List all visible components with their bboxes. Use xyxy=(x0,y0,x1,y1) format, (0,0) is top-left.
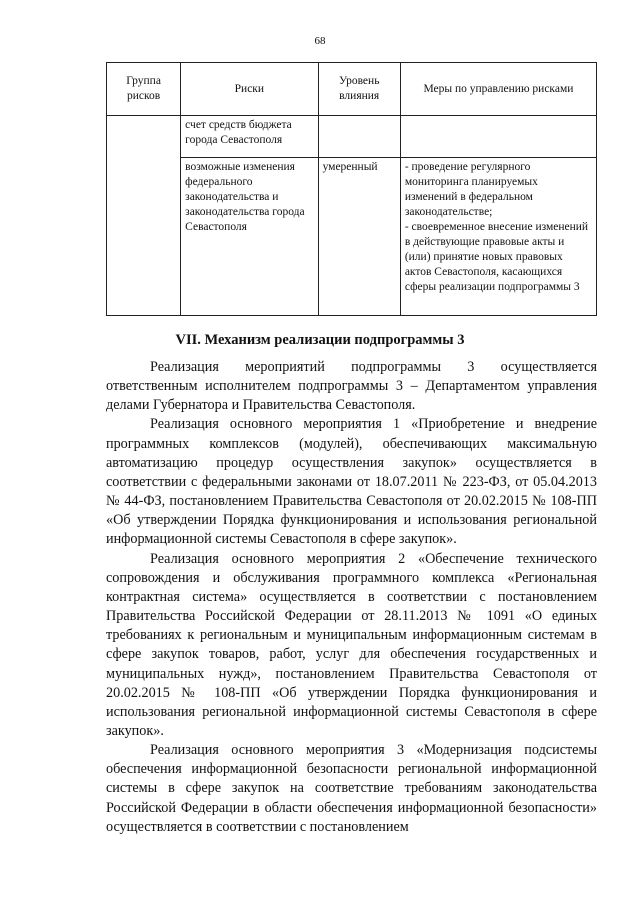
header-risk-group: Группа рисков xyxy=(107,63,181,116)
header-risks: Риски xyxy=(181,63,318,116)
table-row xyxy=(107,116,597,158)
paragraph: Реализация мероприятий подпрограммы 3 осуществляется ответственным исполнителем подпрограммы 3 – Департаментом управления делами Губернатора и Правительства Севастополя. xyxy=(106,359,597,414)
section-title: VII. Механизм реализации подпрограммы 3 xyxy=(175,332,465,348)
risk-table xyxy=(106,62,597,316)
paragraph: Реализация основного мероприятия 3 «Модернизация подсистемы обеспечения информационной безопасности региональной информационной системы в сфере закупок на соответствие требованиям законодательства Российской Федерации в области обеспечения информационной безопасности» осуществляется в соответствии с постановлением xyxy=(106,742,597,835)
header-risk-measures: Меры по управлению рисками xyxy=(400,63,596,116)
cell-risk: возможные изменения федерального законодательства и законодательства города Севастополя xyxy=(181,158,318,316)
cell-measures xyxy=(400,116,596,158)
paragraph: Реализация основного мероприятия 2 «Обеспечение технического сопровождения и обслуживания программного комплекса «Региональная контрактная система» осуществляется в соответствии с постановлением Правительства Российской Федерации от 28.11.2013 № 1091 «О единых требованиях к региональным и муниципальным информационным системам в сфере закупок товаров, работ, услуг для обеспечения государственных и муниципальных нужд», постановлением Правительства Севастополя от 20.02.2015 № 108-ПП «Об утверждении Порядка функционирования и использования региональной информационной системы Севастополя в сфере закупок». xyxy=(106,550,597,739)
table-row xyxy=(107,158,597,316)
cell-level: умеренный xyxy=(318,158,400,316)
table-header-row xyxy=(107,63,597,116)
cell-measures: - проведение регулярного мониторинга планируемых изменений в федеральном законодательстве; - своевременное внесение изменений в действующие правовые акты и (или) принятие новых правовых актов Севастополя, касающихся сферы реализации подпрограммы 3 xyxy=(400,158,596,316)
cell-level xyxy=(318,116,400,158)
page-number: 68 xyxy=(314,35,326,47)
cell-risk: счет средств бюджета города Севастополя xyxy=(181,116,318,158)
cell-risk-group xyxy=(107,116,181,316)
header-impact-level: Уровень влияния xyxy=(318,63,400,116)
paragraph: Реализация основного мероприятия 1 «Приобретение и внедрение программных комплексов (модулей), обеспечивающих максимальную автоматизацию процедур осуществления закупок» осуществляется в соответствии с федеральными законами от 18.07.2011 № 223-ФЗ, от 05.04.2013 № 44-ФЗ, постановлением Правительства Севастополя от 20.02.2015 № 108-ПП «Об утверждении Порядка функционирования и использования региональной информационной системы Севастополя в сфере закупок». xyxy=(106,416,597,548)
body-text xyxy=(106,358,597,837)
